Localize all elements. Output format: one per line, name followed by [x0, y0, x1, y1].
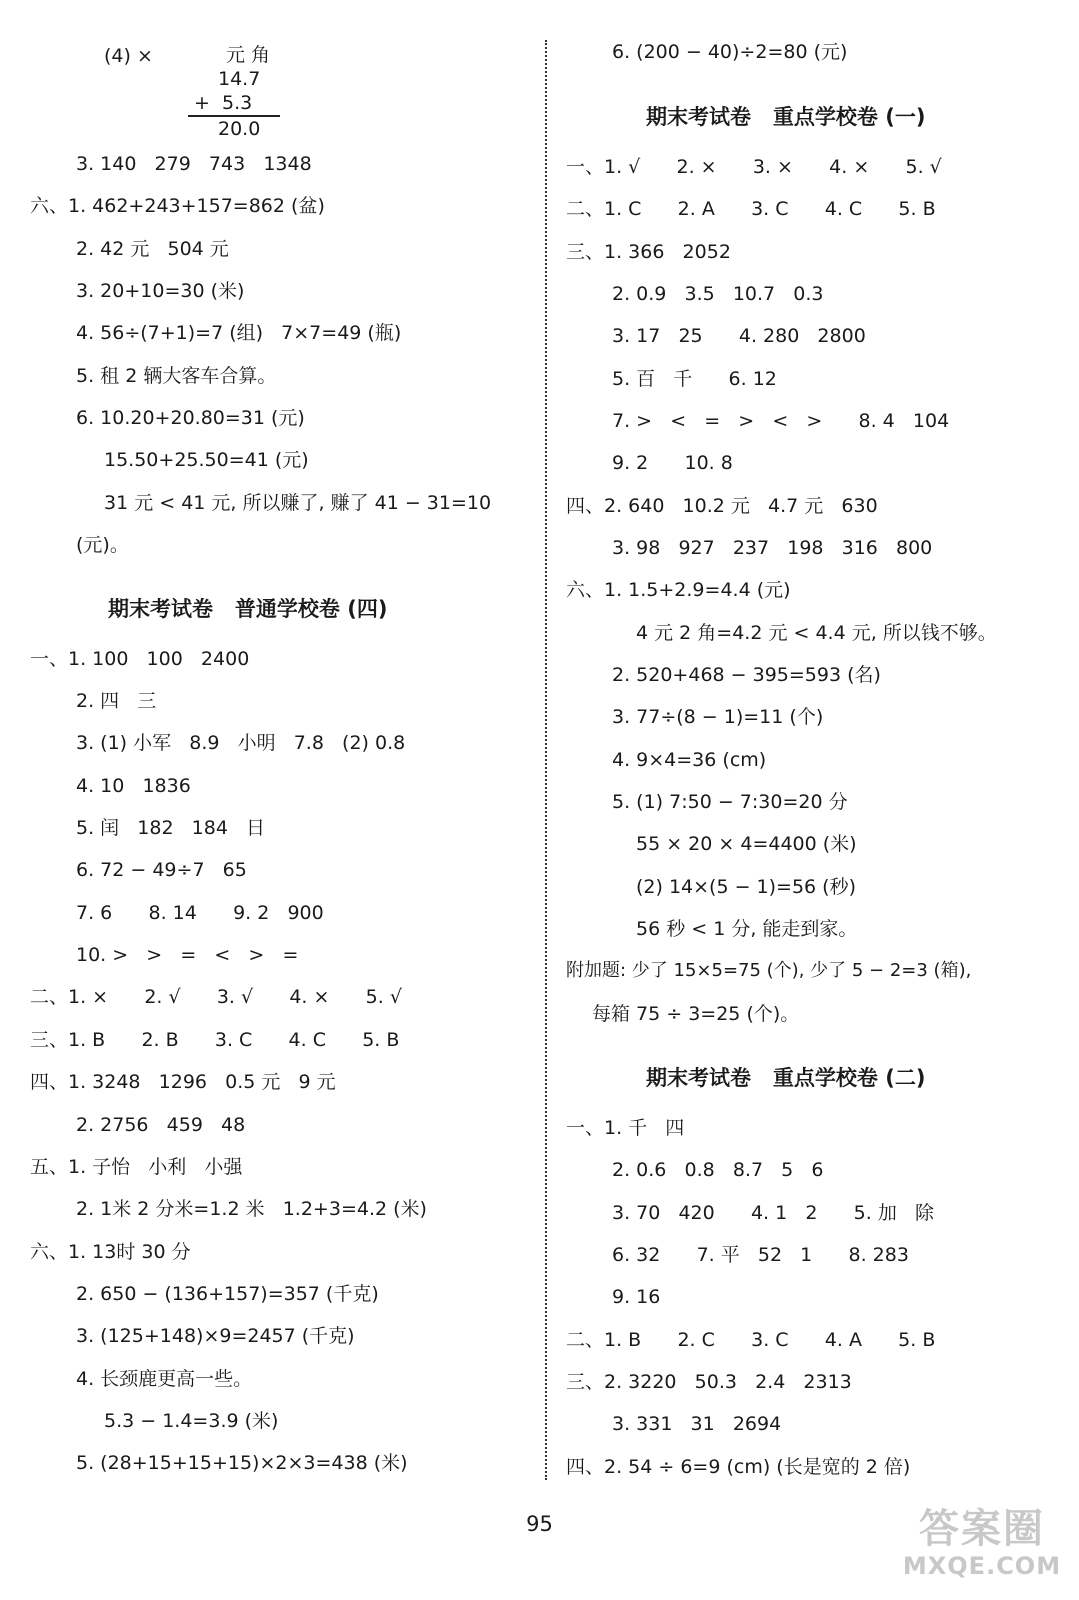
answer-line: 9. 16 — [612, 1286, 661, 1308]
answer-line: 一、1. √ 2. × 3. × 4. × 5. √ — [566, 156, 942, 178]
answer-line: 5. 租 2 辆大客车合算。 — [76, 365, 277, 387]
answer-line: 四、1. 3248 1296 0.5 元 9 元 — [30, 1071, 336, 1093]
answer-line: 二、1. B 2. C 3. C 4. A 5. B — [566, 1329, 936, 1351]
answer-line: 5. (1) 7:50 − 7:30=20 分 — [612, 791, 848, 813]
answer-line: 2. 42 元 504 元 — [76, 238, 229, 260]
answer-line: 四、2. 54 ÷ 6=9 (cm) (长是宽的 2 倍) — [566, 1456, 911, 1478]
answer-line: 五、1. 子怡 小利 小强 — [30, 1156, 243, 1178]
watermark-logo-text: 答案圈 — [919, 1506, 1045, 1552]
answer-line: 2. 0.6 0.8 8.7 5 6 — [612, 1159, 824, 1181]
answer-line: 2. 1米 2 分米=1.2 米 1.2+3=4.2 (米) — [76, 1198, 427, 1220]
answer-line: 5. (28+15+15+15)×2×3=438 (米) — [76, 1452, 408, 1474]
answer-line: 2. 2756 459 48 — [76, 1114, 246, 1136]
answer-line: 5. 闰 182 184 日 — [76, 817, 266, 839]
answer-line: 3. 70 420 4. 1 2 5. 加 除 — [612, 1202, 934, 1224]
answer-line: 4. 56÷(7+1)=7 (组) 7×7=49 (瓶) — [76, 322, 402, 344]
section-heading: 期末考试卷 重点学校卷 (一) — [646, 105, 926, 129]
calc-row: 14.7 — [218, 68, 261, 90]
answer-line: 3. 77÷(8 − 1)=11 (个) — [612, 706, 824, 728]
calc-result: 20.0 — [218, 118, 261, 140]
answer-line: 3. 140 279 743 1348 — [76, 153, 312, 175]
answer-line: 4. 10 1836 — [76, 775, 191, 797]
answer-line: 2. 四 三 — [76, 690, 157, 712]
answer-line: 2. 650 − (136+157)=357 (千克) — [76, 1283, 379, 1305]
answer-line: 3. 20+10=30 (米) — [76, 280, 245, 302]
answer-line: 二、1. × 2. √ 3. √ 4. × 5. √ — [30, 986, 402, 1008]
answer-line: 附加题: 少了 15×5=75 (个), 少了 5 − 2=3 (箱), — [566, 960, 972, 981]
answer-line: 每箱 75 ÷ 3=25 (个)。 — [592, 1003, 800, 1025]
section-heading: 期末考试卷 普通学校卷 (四) — [108, 597, 388, 621]
section-heading: 期末考试卷 重点学校卷 (二) — [646, 1066, 926, 1090]
answer-line: (元)。 — [76, 534, 129, 556]
answer-line: 一、1. 千 四 — [566, 1117, 685, 1139]
calc-header: 元 角 — [226, 44, 271, 66]
answer-line: 2. 520+468 − 395=593 (名) — [612, 664, 881, 686]
answer-line: 7. 6 8. 14 9. 2 900 — [76, 902, 324, 924]
answer-line: 3. (1) 小军 8.9 小明 7.8 (2) 0.8 — [76, 732, 406, 754]
answer-line: 4 元 2 角=4.2 元 < 4.4 元, 所以钱不够。 — [636, 622, 997, 644]
answer-line: 4. 长颈鹿更高一些。 — [76, 1368, 253, 1390]
answer-line: 3. 331 31 2694 — [612, 1413, 782, 1435]
calc-row: + 5.3 — [194, 92, 253, 114]
answer-line: 一、1. 100 100 2400 — [30, 648, 250, 670]
answer-line: 4. 9×4=36 (cm) — [612, 749, 767, 771]
answer-line: 5. 百 千 6. 12 — [612, 368, 777, 390]
answer-line: 二、1. C 2. A 3. C 4. C 5. B — [566, 198, 936, 220]
answer-line: 六、1. 13时 30 分 — [30, 1241, 191, 1263]
answer-line: 六、1. 462+243+157=862 (盆) — [30, 195, 325, 217]
answer-line: 三、2. 3220 50.3 2.4 2313 — [566, 1371, 852, 1393]
answer-line: 3. (125+148)×9=2457 (千克) — [76, 1325, 355, 1347]
watermark-logo — [897, 1506, 1067, 1590]
answer-line: 四、2. 640 10.2 元 4.7 元 630 — [566, 495, 878, 517]
answer-line: 9. 2 10. 8 — [612, 452, 733, 474]
answer-line: 2. 0.9 3.5 10.7 0.3 — [612, 283, 824, 305]
answer-line: 31 元 < 41 元, 所以赚了, 赚了 41 − 31=10 — [104, 492, 492, 514]
answer-line: 10. > > = < > = — [76, 944, 299, 966]
answer-line: 15.50+25.50=41 (元) — [104, 449, 309, 471]
answer-line: 5.3 − 1.4=3.9 (米) — [104, 1410, 279, 1432]
answer-line: (2) 14×(5 − 1)=56 (秒) — [636, 876, 857, 898]
answer-line: 6. 72 − 49÷7 65 — [76, 859, 247, 881]
calc-label: (4) × — [104, 45, 153, 67]
vertical-addition — [100, 44, 290, 144]
answer-line: 6. (200 − 40)÷2=80 (元) — [612, 41, 848, 63]
answer-line: 3. 17 25 4. 280 2800 — [612, 325, 866, 347]
answer-line: 六、1. 1.5+2.9=4.4 (元) — [566, 579, 791, 601]
answer-line: 56 秒 < 1 分, 能走到家。 — [636, 918, 858, 940]
answer-line: 7. > < = > < > 8. 4 104 — [612, 410, 950, 432]
answer-line: 55 × 20 × 4=4400 (米) — [636, 833, 857, 855]
watermark-url: MXQE.COM — [902, 1552, 1062, 1580]
answer-line: 3. 98 927 237 198 316 800 — [612, 537, 933, 559]
answer-line: 三、1. 366 2052 — [566, 241, 731, 263]
column-divider — [545, 40, 547, 1480]
page-number: 95 — [526, 1512, 553, 1536]
answer-line: 6. 32 7. 平 52 1 8. 283 — [612, 1244, 909, 1266]
calc-rule — [188, 115, 280, 117]
answer-line: 三、1. B 2. B 3. C 4. C 5. B — [30, 1029, 400, 1051]
answer-line: 6. 10.20+20.80=31 (元) — [76, 407, 305, 429]
